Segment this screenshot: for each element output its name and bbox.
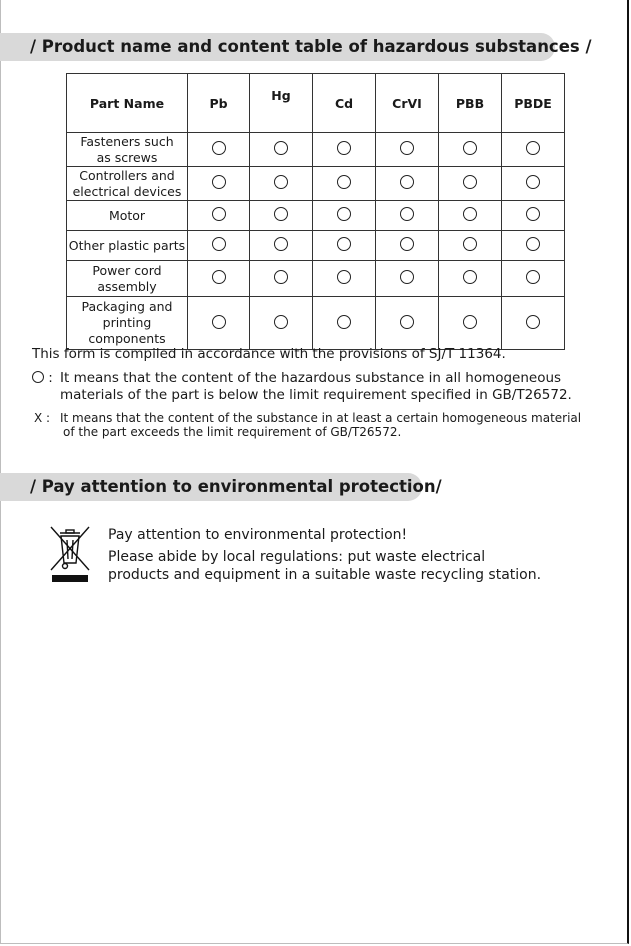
substance-cell — [313, 133, 376, 167]
circle-mark-icon — [526, 207, 540, 221]
circle-mark-icon — [212, 237, 226, 251]
circle-mark-icon — [400, 141, 414, 155]
hazardous-substances-table — [66, 73, 565, 350]
x-legend-line2: of the part exceeds the limit requirement of GB/T26572. — [63, 425, 402, 439]
header-cd: Cd — [313, 74, 376, 133]
substance-cell — [188, 297, 250, 350]
substance-cell — [313, 297, 376, 350]
env-line-2: products and equipment in a suitable waste recycling station. — [108, 567, 542, 583]
part-name-cell: Controllers and electrical devices — [67, 167, 188, 201]
substance-cell — [188, 133, 250, 167]
substance-cell — [250, 261, 313, 297]
substance-cell — [376, 261, 439, 297]
substance-cell — [502, 297, 565, 350]
circle-mark-icon — [337, 270, 351, 284]
substance-cell — [250, 297, 313, 350]
substance-cell — [439, 297, 502, 350]
substance-cell — [250, 167, 313, 201]
circle-icon — [32, 371, 44, 383]
circle-mark-icon — [526, 315, 540, 329]
circle-mark-icon — [526, 270, 540, 284]
header-crvi: CrVI — [376, 74, 439, 133]
circle-mark-icon — [463, 270, 477, 284]
substance-cell — [502, 133, 565, 167]
part-name-cell: Fasteners such as screws — [67, 133, 188, 167]
circle-mark-icon — [274, 175, 288, 189]
circle-mark-icon — [212, 207, 226, 221]
substance-cell — [188, 261, 250, 297]
header-hg: Hg — [250, 74, 313, 133]
substance-cell — [376, 133, 439, 167]
substance-cell — [502, 231, 565, 261]
section-title-environment: / Pay attention to environmental protection/ — [0, 473, 422, 501]
table-row — [67, 133, 565, 167]
circle-mark-icon — [463, 315, 477, 329]
part-name-cell: Other plastic parts — [67, 231, 188, 261]
circle-mark-icon — [274, 207, 288, 221]
circle-mark-icon — [274, 141, 288, 155]
circle-mark-icon — [463, 237, 477, 251]
circle-mark-icon — [463, 175, 477, 189]
substance-cell — [313, 231, 376, 261]
substance-cell — [313, 167, 376, 201]
part-name-cell: Power cord assembly — [67, 261, 188, 297]
substance-cell — [188, 231, 250, 261]
circle-mark-icon — [212, 175, 226, 189]
circle-legend — [32, 370, 602, 406]
table-row — [67, 201, 565, 231]
substance-cell — [439, 261, 502, 297]
substance-cell — [502, 201, 565, 231]
circle-legend-line1: It means that the content of the hazardous substance in all homogeneous — [60, 370, 562, 386]
table-header-row — [67, 74, 565, 133]
substance-cell — [376, 167, 439, 201]
substance-cell — [250, 133, 313, 167]
substance-cell — [376, 231, 439, 261]
circle-mark-icon — [212, 141, 226, 155]
x-legend — [32, 411, 612, 441]
table-row — [67, 231, 565, 261]
substance-cell — [376, 201, 439, 231]
weee-crossed-bin-icon — [48, 525, 92, 583]
substance-cell — [439, 133, 502, 167]
circle-legend-text — [60, 370, 572, 404]
compiled-note: This form is compiled in accordance with the provisions of SJ/T 11364. — [32, 346, 506, 362]
circle-legend-colon: : — [48, 370, 53, 386]
substance-cell — [376, 297, 439, 350]
x-legend-symbol: X : — [34, 411, 51, 425]
circle-mark-icon — [274, 237, 288, 251]
header-part-name: Part Name — [67, 74, 188, 133]
section-title-hazardous: / Product name and content table of hazardous substances / — [0, 33, 555, 61]
part-name-cell: Motor — [67, 201, 188, 231]
env-heading: Pay attention to environmental protection! — [108, 527, 408, 543]
circle-mark-icon — [400, 315, 414, 329]
circle-mark-icon — [526, 237, 540, 251]
circle-mark-icon — [337, 141, 351, 155]
circle-mark-icon — [463, 207, 477, 221]
circle-mark-icon — [274, 270, 288, 284]
circle-mark-icon — [212, 315, 226, 329]
substance-cell — [439, 201, 502, 231]
circle-mark-icon — [400, 175, 414, 189]
substance-cell — [439, 231, 502, 261]
env-line-1: Please abide by local regulations: put waste electrical — [108, 549, 486, 565]
table-row — [67, 261, 565, 297]
substance-cell — [188, 201, 250, 231]
substance-cell — [250, 201, 313, 231]
header-pbde: PBDE — [502, 74, 565, 133]
circle-mark-icon — [337, 175, 351, 189]
circle-legend-symbol — [32, 370, 53, 387]
circle-mark-icon — [526, 141, 540, 155]
x-legend-text — [60, 411, 581, 439]
circle-mark-icon — [274, 315, 288, 329]
circle-mark-icon — [337, 237, 351, 251]
circle-mark-icon — [337, 207, 351, 221]
table-row — [67, 297, 565, 350]
circle-mark-icon — [400, 207, 414, 221]
circle-mark-icon — [400, 237, 414, 251]
x-legend-line1: It means that the content of the substance in at least a certain homogeneous material — [60, 411, 582, 425]
header-pb: Pb — [188, 74, 250, 133]
circle-mark-icon — [463, 141, 477, 155]
substance-cell — [502, 167, 565, 201]
circle-mark-icon — [337, 315, 351, 329]
substance-cell — [313, 261, 376, 297]
table-row — [67, 167, 565, 201]
substance-cell — [188, 167, 250, 201]
circle-legend-line2: materials of the part is below the limit requirement specified in GB/T26572. — [60, 387, 572, 403]
circle-mark-icon — [212, 270, 226, 284]
header-pbb: PBB — [439, 74, 502, 133]
circle-mark-icon — [400, 270, 414, 284]
part-name-cell: Packaging and printing components — [67, 297, 188, 350]
substance-cell — [313, 201, 376, 231]
substance-cell — [502, 261, 565, 297]
substance-cell — [250, 231, 313, 261]
substance-cell — [439, 167, 502, 201]
circle-mark-icon — [526, 175, 540, 189]
